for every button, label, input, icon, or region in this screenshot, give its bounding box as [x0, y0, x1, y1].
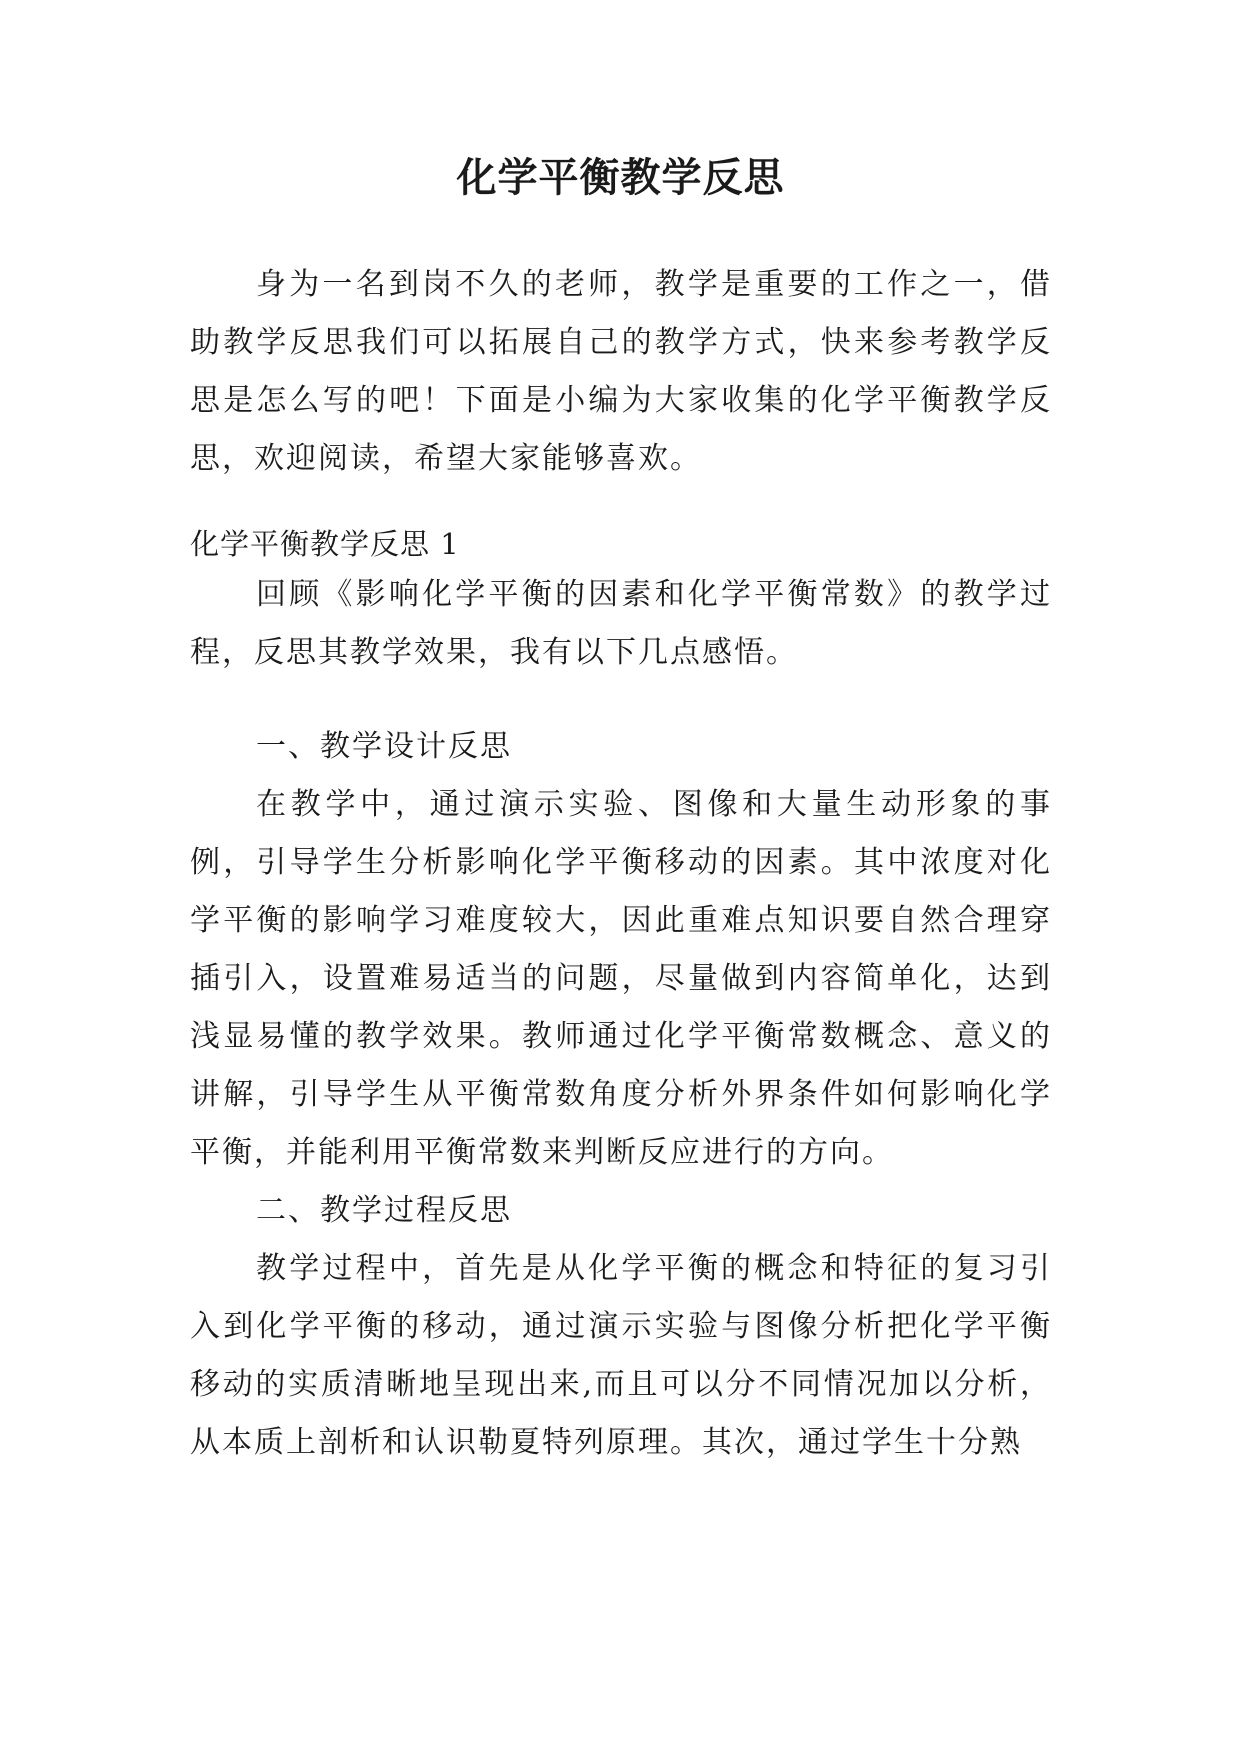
- document-title: 化学平衡教学反思: [456, 154, 785, 201]
- section-1-title: 化学平衡教学反思 1: [190, 527, 460, 561]
- section-1-intro-paragraph: 回顾《影响化学平衡的因素和化学平衡常数》的教学过程，反思其教学效果，我有以下几点感悟。: [190, 577, 1052, 670]
- part-1-body-paragraph: 在教学中，通过演示实验、图像和大量生动形象的事例，引导学生分析影响化学平衡移动的因素。其中浓度对化学平衡的影响学习难度较大，因此重难点知识要自然合理穿插引入，设置难易适当的问题，尽量做到内容简单化，达到浅显易懂的教学效果。教师通过化学平衡常数概念、意义的讲解，引导学生从平衡常数角度分析外界条件如何影响化学平衡，并能利用平衡常数来判断反应进行的方向。: [190, 787, 1052, 1170]
- part-2-body-paragraph: 教学过程中，首先是从化学平衡的概念和特征的复习引入到化学平衡的移动，通过演示实验与图像分析把化学平衡移动的实质清晰地呈现出来,而且可以分不同情况加以分析，从本质上剖析和认识勒夏特列原理。其次，通过学生十分熟: [190, 1251, 1052, 1460]
- part-2-heading: 二、教学过程反思: [256, 1193, 512, 1228]
- intro-paragraph: 身为一名到岗不久的老师，教学是重要的工作之一，借助教学反思我们可以拓展自己的教学方式，快来参考教学反思是怎么写的吧！下面是小编为大家收集的化学平衡教学反思，欢迎阅读，希望大家能够喜欢。: [190, 267, 1052, 476]
- part-1-heading: 一、教学设计反思: [256, 729, 512, 764]
